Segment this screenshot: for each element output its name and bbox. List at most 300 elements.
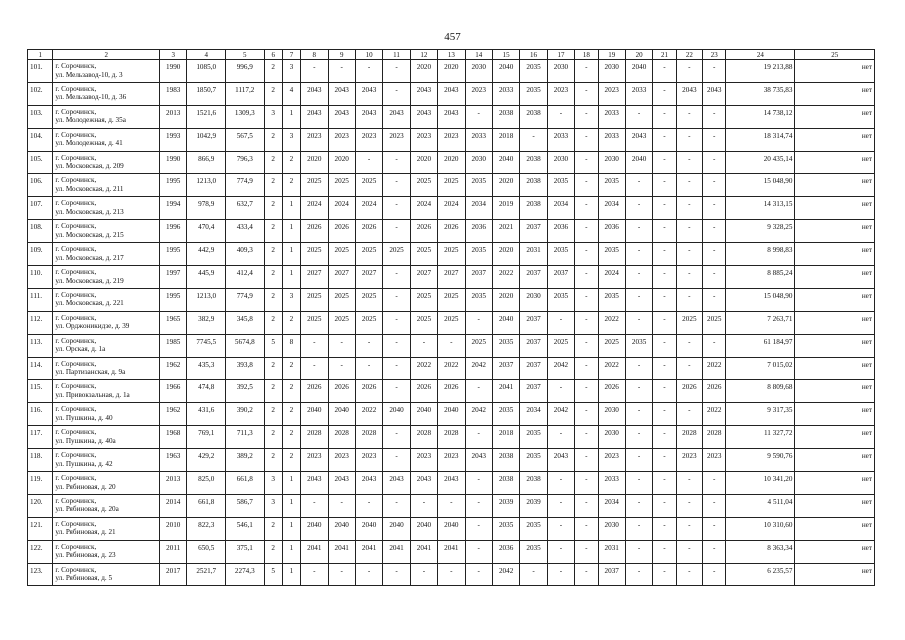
table-cell: 1993: [160, 128, 187, 151]
table-cell: -: [625, 311, 652, 334]
table-cell: 2037: [520, 380, 547, 403]
table-cell: 1962: [160, 403, 187, 426]
table-cell: 2040: [301, 517, 328, 540]
table-cell: 5674,8: [225, 334, 264, 357]
row-number-cell: 105.: [28, 151, 53, 174]
table-cell: -: [465, 426, 492, 449]
table-cell: 2010: [160, 517, 187, 540]
table-cell: 2043: [328, 472, 355, 495]
table-cell: 2: [282, 449, 300, 472]
table-cell: -: [625, 403, 652, 426]
table-cell: -: [625, 540, 652, 563]
table-cell: 2025: [328, 243, 355, 266]
table-cell: 2026: [355, 220, 382, 243]
address-cell: г. Сорочинск, ул. Молодежная, д. 35а: [53, 105, 160, 128]
table-cell: 2043: [301, 472, 328, 495]
table-cell: -: [383, 357, 410, 380]
table-cell: 8 363,34: [726, 540, 795, 563]
table-cell: 1850,7: [187, 82, 226, 105]
table-cell: 2038: [520, 105, 547, 128]
table-row: [28, 220, 875, 243]
table-cell: 412,4: [225, 266, 264, 289]
table-cell: -: [575, 82, 598, 105]
column-header-23: 23: [703, 50, 726, 60]
table-cell: 2025: [410, 311, 437, 334]
table-cell: 2018: [492, 426, 519, 449]
table-cell: 2036: [465, 220, 492, 243]
table-row: [28, 82, 875, 105]
table-cell: -: [676, 403, 702, 426]
table-cell: 2020: [328, 151, 355, 174]
table-cell: 2274,3: [225, 563, 264, 586]
table-cell: 2027: [438, 266, 465, 289]
row-number-cell: 108.: [28, 220, 53, 243]
address-cell: г. Сорочинск, ул. Московская, д. 221: [53, 288, 160, 311]
table-cell: 2025: [301, 311, 328, 334]
table-cell: 1: [282, 472, 300, 495]
table-cell: -: [465, 105, 492, 128]
table-cell: нет: [795, 449, 875, 472]
table-cell: 2011: [160, 540, 187, 563]
table-cell: -: [676, 288, 702, 311]
table-cell: 2035: [492, 517, 519, 540]
table-cell: -: [383, 197, 410, 220]
table-cell: -: [575, 151, 598, 174]
table-cell: -: [676, 266, 702, 289]
table-row: [28, 563, 875, 586]
column-header-20: 20: [625, 50, 652, 60]
column-header-3: 3: [160, 50, 187, 60]
table-cell: 2037: [547, 266, 574, 289]
row-number-cell: 119.: [28, 472, 53, 495]
table-row: [28, 426, 875, 449]
table-cell: 2: [264, 288, 282, 311]
table-row: [28, 494, 875, 517]
table-cell: нет: [795, 311, 875, 334]
table-cell: 769,1: [187, 426, 226, 449]
row-number-cell: 118.: [28, 449, 53, 472]
table-row: [28, 517, 875, 540]
table-cell: 9 590,76: [726, 449, 795, 472]
table-cell: 2023: [410, 449, 437, 472]
column-header-2: 2: [53, 50, 160, 60]
table-cell: нет: [795, 128, 875, 151]
address-cell: г. Сорочинск, ул. Пушкина, д. 42: [53, 449, 160, 472]
table-cell: 5: [264, 334, 282, 357]
table-cell: 2041: [355, 540, 382, 563]
table-cell: -: [547, 472, 574, 495]
table-cell: 2040: [328, 517, 355, 540]
table-cell: -: [575, 563, 598, 586]
table-cell: -: [703, 540, 726, 563]
table-cell: 774,9: [225, 174, 264, 197]
table-cell: 2019: [492, 197, 519, 220]
table-cell: 15 048,90: [726, 288, 795, 311]
table-cell: 18 314,74: [726, 128, 795, 151]
table-cell: 2039: [520, 494, 547, 517]
table-cell: 2: [264, 174, 282, 197]
table-cell: 1985: [160, 334, 187, 357]
table-cell: 1990: [160, 151, 187, 174]
table-cell: 2: [282, 380, 300, 403]
row-number-cell: 110.: [28, 266, 53, 289]
table-cell: -: [625, 243, 652, 266]
table-cell: -: [465, 380, 492, 403]
table-cell: 2030: [598, 60, 625, 83]
table-cell: -: [625, 517, 652, 540]
table-cell: 2043: [547, 449, 574, 472]
table-cell: 2023: [410, 128, 437, 151]
table-row: [28, 357, 875, 380]
table-cell: 1042,9: [187, 128, 226, 151]
table-cell: нет: [795, 151, 875, 174]
table-cell: -: [547, 105, 574, 128]
table-cell: -: [703, 472, 726, 495]
table-cell: 2030: [598, 151, 625, 174]
table-cell: 2020: [492, 174, 519, 197]
row-number-cell: 109.: [28, 243, 53, 266]
table-cell: 2024: [328, 197, 355, 220]
table-cell: 15 048,90: [726, 174, 795, 197]
table-cell: 2025: [301, 243, 328, 266]
table-cell: 2025: [438, 288, 465, 311]
table-cell: -: [575, 380, 598, 403]
table-cell: -: [575, 472, 598, 495]
table-cell: 2028: [438, 426, 465, 449]
column-header-9: 9: [328, 50, 355, 60]
table-cell: -: [547, 517, 574, 540]
table-cell: -: [653, 517, 676, 540]
row-number-cell: 101.: [28, 60, 53, 83]
table-cell: -: [676, 243, 702, 266]
table-cell: 2043: [383, 105, 410, 128]
table-cell: -: [575, 494, 598, 517]
table-cell: -: [625, 220, 652, 243]
table-cell: -: [575, 128, 598, 151]
table-cell: 2023: [438, 449, 465, 472]
row-number-cell: 106.: [28, 174, 53, 197]
table-cell: 2: [282, 426, 300, 449]
table-cell: 2035: [598, 243, 625, 266]
table-cell: 2018: [492, 128, 519, 151]
table-cell: 2040: [625, 151, 652, 174]
table-row: [28, 288, 875, 311]
table-cell: нет: [795, 105, 875, 128]
table-cell: 2027: [355, 266, 382, 289]
table-cell: 1117,2: [225, 82, 264, 105]
address-cell: г. Сорочинск, ул. Молодежная, д. 41: [53, 128, 160, 151]
table-cell: 2027: [328, 266, 355, 289]
table-cell: 2035: [520, 60, 547, 83]
table-cell: 2022: [355, 403, 382, 426]
table-cell: 2: [264, 403, 282, 426]
table-cell: -: [575, 105, 598, 128]
row-number-cell: 113.: [28, 334, 53, 357]
table-cell: -: [547, 380, 574, 403]
table-cell: 2025: [547, 334, 574, 357]
table-row: [28, 128, 875, 151]
table-row: [28, 243, 875, 266]
table-row: [28, 197, 875, 220]
table-cell: -: [575, 449, 598, 472]
table-cell: 2: [282, 311, 300, 334]
table-cell: 2025: [438, 243, 465, 266]
table-cell: 1962: [160, 357, 187, 380]
table-cell: 2035: [492, 334, 519, 357]
address-cell: г. Сорочинск, ул. Московская, д. 211: [53, 174, 160, 197]
table-cell: 2020: [410, 151, 437, 174]
table-cell: 2033: [598, 105, 625, 128]
table-cell: 2043: [383, 472, 410, 495]
table-cell: -: [575, 540, 598, 563]
table-cell: -: [301, 334, 328, 357]
table-cell: 774,9: [225, 288, 264, 311]
table-cell: 2043: [410, 472, 437, 495]
table-cell: -: [328, 494, 355, 517]
table-cell: 2040: [438, 403, 465, 426]
table-cell: -: [625, 174, 652, 197]
column-header-22: 22: [676, 50, 702, 60]
table-cell: -: [301, 357, 328, 380]
table-cell: -: [653, 243, 676, 266]
table-cell: -: [703, 105, 726, 128]
table-cell: -: [328, 334, 355, 357]
table-cell: 825,0: [187, 472, 226, 495]
table-cell: -: [703, 128, 726, 151]
column-header-25: 25: [795, 50, 875, 60]
column-header-4: 4: [187, 50, 226, 60]
table-cell: нет: [795, 357, 875, 380]
table-cell: 2013: [160, 105, 187, 128]
table-cell: 2039: [492, 494, 519, 517]
table-cell: -: [465, 540, 492, 563]
table-cell: -: [653, 563, 676, 586]
table-cell: 2043: [465, 449, 492, 472]
table-cell: 2025: [676, 311, 702, 334]
table-cell: 2023: [676, 449, 702, 472]
column-header-7: 7: [282, 50, 300, 60]
table-cell: -: [653, 288, 676, 311]
table-cell: 2025: [328, 311, 355, 334]
table-cell: 2026: [355, 380, 382, 403]
table-cell: 2035: [547, 288, 574, 311]
table-cell: -: [676, 105, 702, 128]
table-cell: 2030: [547, 151, 574, 174]
table-cell: 2025: [328, 174, 355, 197]
table-cell: 3: [282, 60, 300, 83]
table-cell: 1: [282, 494, 300, 517]
table-cell: 2038: [492, 449, 519, 472]
table-cell: -: [301, 494, 328, 517]
table-cell: 2043: [301, 82, 328, 105]
row-number-cell: 103.: [28, 105, 53, 128]
table-cell: -: [465, 472, 492, 495]
table-cell: 2: [264, 380, 282, 403]
table-cell: 2: [264, 197, 282, 220]
table-cell: 2043: [328, 105, 355, 128]
table-cell: 2023: [301, 449, 328, 472]
table-cell: -: [575, 403, 598, 426]
table-cell: 2: [264, 311, 282, 334]
table-cell: 3: [282, 288, 300, 311]
table-cell: -: [653, 311, 676, 334]
table-cell: нет: [795, 60, 875, 83]
table-cell: 2040: [410, 517, 437, 540]
table-cell: 2024: [410, 197, 437, 220]
table-cell: 3: [282, 128, 300, 151]
table-cell: 1: [282, 266, 300, 289]
table-cell: 2040: [492, 151, 519, 174]
table-cell: 2031: [598, 540, 625, 563]
address-cell: г. Сорочинск, ул. Московская, д. 219: [53, 266, 160, 289]
row-number-cell: 107.: [28, 197, 53, 220]
table-cell: 2037: [520, 266, 547, 289]
table-cell: 2040: [492, 60, 519, 83]
table-cell: 1995: [160, 174, 187, 197]
table-cell: 2038: [520, 174, 547, 197]
table-row: [28, 311, 875, 334]
table-cell: 10 341,20: [726, 472, 795, 495]
table-cell: 2043: [676, 82, 702, 105]
table-cell: 2022: [410, 357, 437, 380]
table-cell: 1990: [160, 60, 187, 83]
table-cell: 1: [282, 220, 300, 243]
address-cell: г. Сорочинск, ул. Рябиновая, д. 5: [53, 563, 160, 586]
table-cell: 2025: [410, 288, 437, 311]
table-cell: -: [703, 60, 726, 83]
table-cell: 2033: [465, 128, 492, 151]
table-cell: 2041: [301, 540, 328, 563]
table-cell: 8 885,24: [726, 266, 795, 289]
table-cell: нет: [795, 563, 875, 586]
table-cell: -: [383, 60, 410, 83]
table-cell: 1966: [160, 380, 187, 403]
row-number-cell: 117.: [28, 426, 53, 449]
table-cell: 996,9: [225, 60, 264, 83]
table-cell: 2026: [703, 380, 726, 403]
table-cell: 2025: [355, 174, 382, 197]
table-cell: 2037: [492, 357, 519, 380]
table-cell: 1994: [160, 197, 187, 220]
table-cell: 2028: [355, 426, 382, 449]
table-cell: 2042: [492, 563, 519, 586]
table-cell: 474,8: [187, 380, 226, 403]
table-cell: 866,9: [187, 151, 226, 174]
table-cell: 2: [282, 357, 300, 380]
table-cell: -: [410, 563, 437, 586]
table-cell: 7 263,71: [726, 311, 795, 334]
table-cell: 2025: [598, 334, 625, 357]
table-cell: 390,2: [225, 403, 264, 426]
table-cell: 2028: [301, 426, 328, 449]
address-cell: г. Сорочинск, ул. Орджоникидзе, д. 39: [53, 311, 160, 334]
row-number-cell: 120.: [28, 494, 53, 517]
table-cell: 10 310,60: [726, 517, 795, 540]
table-cell: -: [383, 288, 410, 311]
table-cell: 392,5: [225, 380, 264, 403]
table-cell: 822,3: [187, 517, 226, 540]
table-cell: 2025: [301, 288, 328, 311]
table-cell: 2038: [492, 472, 519, 495]
table-cell: 2025: [438, 311, 465, 334]
table-cell: 1: [282, 197, 300, 220]
table-cell: 2035: [598, 174, 625, 197]
table-cell: -: [547, 540, 574, 563]
table-cell: -: [575, 311, 598, 334]
table-cell: 2043: [625, 128, 652, 151]
column-header-17: 17: [547, 50, 574, 60]
table-cell: 2020: [410, 60, 437, 83]
table-cell: 11 327,72: [726, 426, 795, 449]
table-cell: -: [703, 334, 726, 357]
table-cell: -: [465, 311, 492, 334]
table-cell: нет: [795, 403, 875, 426]
table-cell: 1309,3: [225, 105, 264, 128]
table-cell: 2025: [301, 174, 328, 197]
table-cell: 2041: [328, 540, 355, 563]
table-cell: нет: [795, 517, 875, 540]
table-cell: 14 738,12: [726, 105, 795, 128]
table-cell: -: [328, 60, 355, 83]
table-row: [28, 151, 875, 174]
table-cell: -: [676, 128, 702, 151]
table-cell: 7 015,02: [726, 357, 795, 380]
table-cell: 2043: [438, 105, 465, 128]
table-cell: 2: [282, 151, 300, 174]
table-cell: -: [625, 449, 652, 472]
table-cell: -: [625, 380, 652, 403]
table-cell: 1963: [160, 449, 187, 472]
table-cell: 2020: [492, 243, 519, 266]
table-cell: -: [328, 563, 355, 586]
table-cell: 1965: [160, 311, 187, 334]
table-cell: 2023: [465, 82, 492, 105]
table-cell: 2042: [547, 403, 574, 426]
table-cell: -: [575, 174, 598, 197]
table-cell: 8: [282, 334, 300, 357]
table-cell: 1995: [160, 243, 187, 266]
table-cell: -: [465, 563, 492, 586]
table-cell: -: [383, 334, 410, 357]
table-cell: 2028: [410, 426, 437, 449]
table-cell: 2: [264, 82, 282, 105]
table-cell: -: [676, 563, 702, 586]
table-cell: 1968: [160, 426, 187, 449]
table-cell: 2022: [438, 357, 465, 380]
column-header-12: 12: [410, 50, 437, 60]
table-cell: 2021: [492, 220, 519, 243]
table-cell: 2026: [328, 380, 355, 403]
address-cell: г. Сорочинск, ул. Рябиновая, д. 20а: [53, 494, 160, 517]
table-cell: нет: [795, 472, 875, 495]
table-cell: -: [438, 563, 465, 586]
column-header-19: 19: [598, 50, 625, 60]
table-row: [28, 60, 875, 83]
table-cell: 2043: [355, 105, 382, 128]
table-cell: 1: [282, 563, 300, 586]
table-cell: 2035: [520, 82, 547, 105]
column-header-15: 15: [492, 50, 519, 60]
table-cell: 2043: [301, 105, 328, 128]
table-cell: -: [438, 494, 465, 517]
table-cell: 2043: [438, 472, 465, 495]
table-cell: 2024: [301, 197, 328, 220]
table-cell: -: [575, 197, 598, 220]
table-cell: -: [625, 288, 652, 311]
table-cell: -: [625, 357, 652, 380]
table-cell: 2: [282, 403, 300, 426]
table-cell: 2035: [625, 334, 652, 357]
